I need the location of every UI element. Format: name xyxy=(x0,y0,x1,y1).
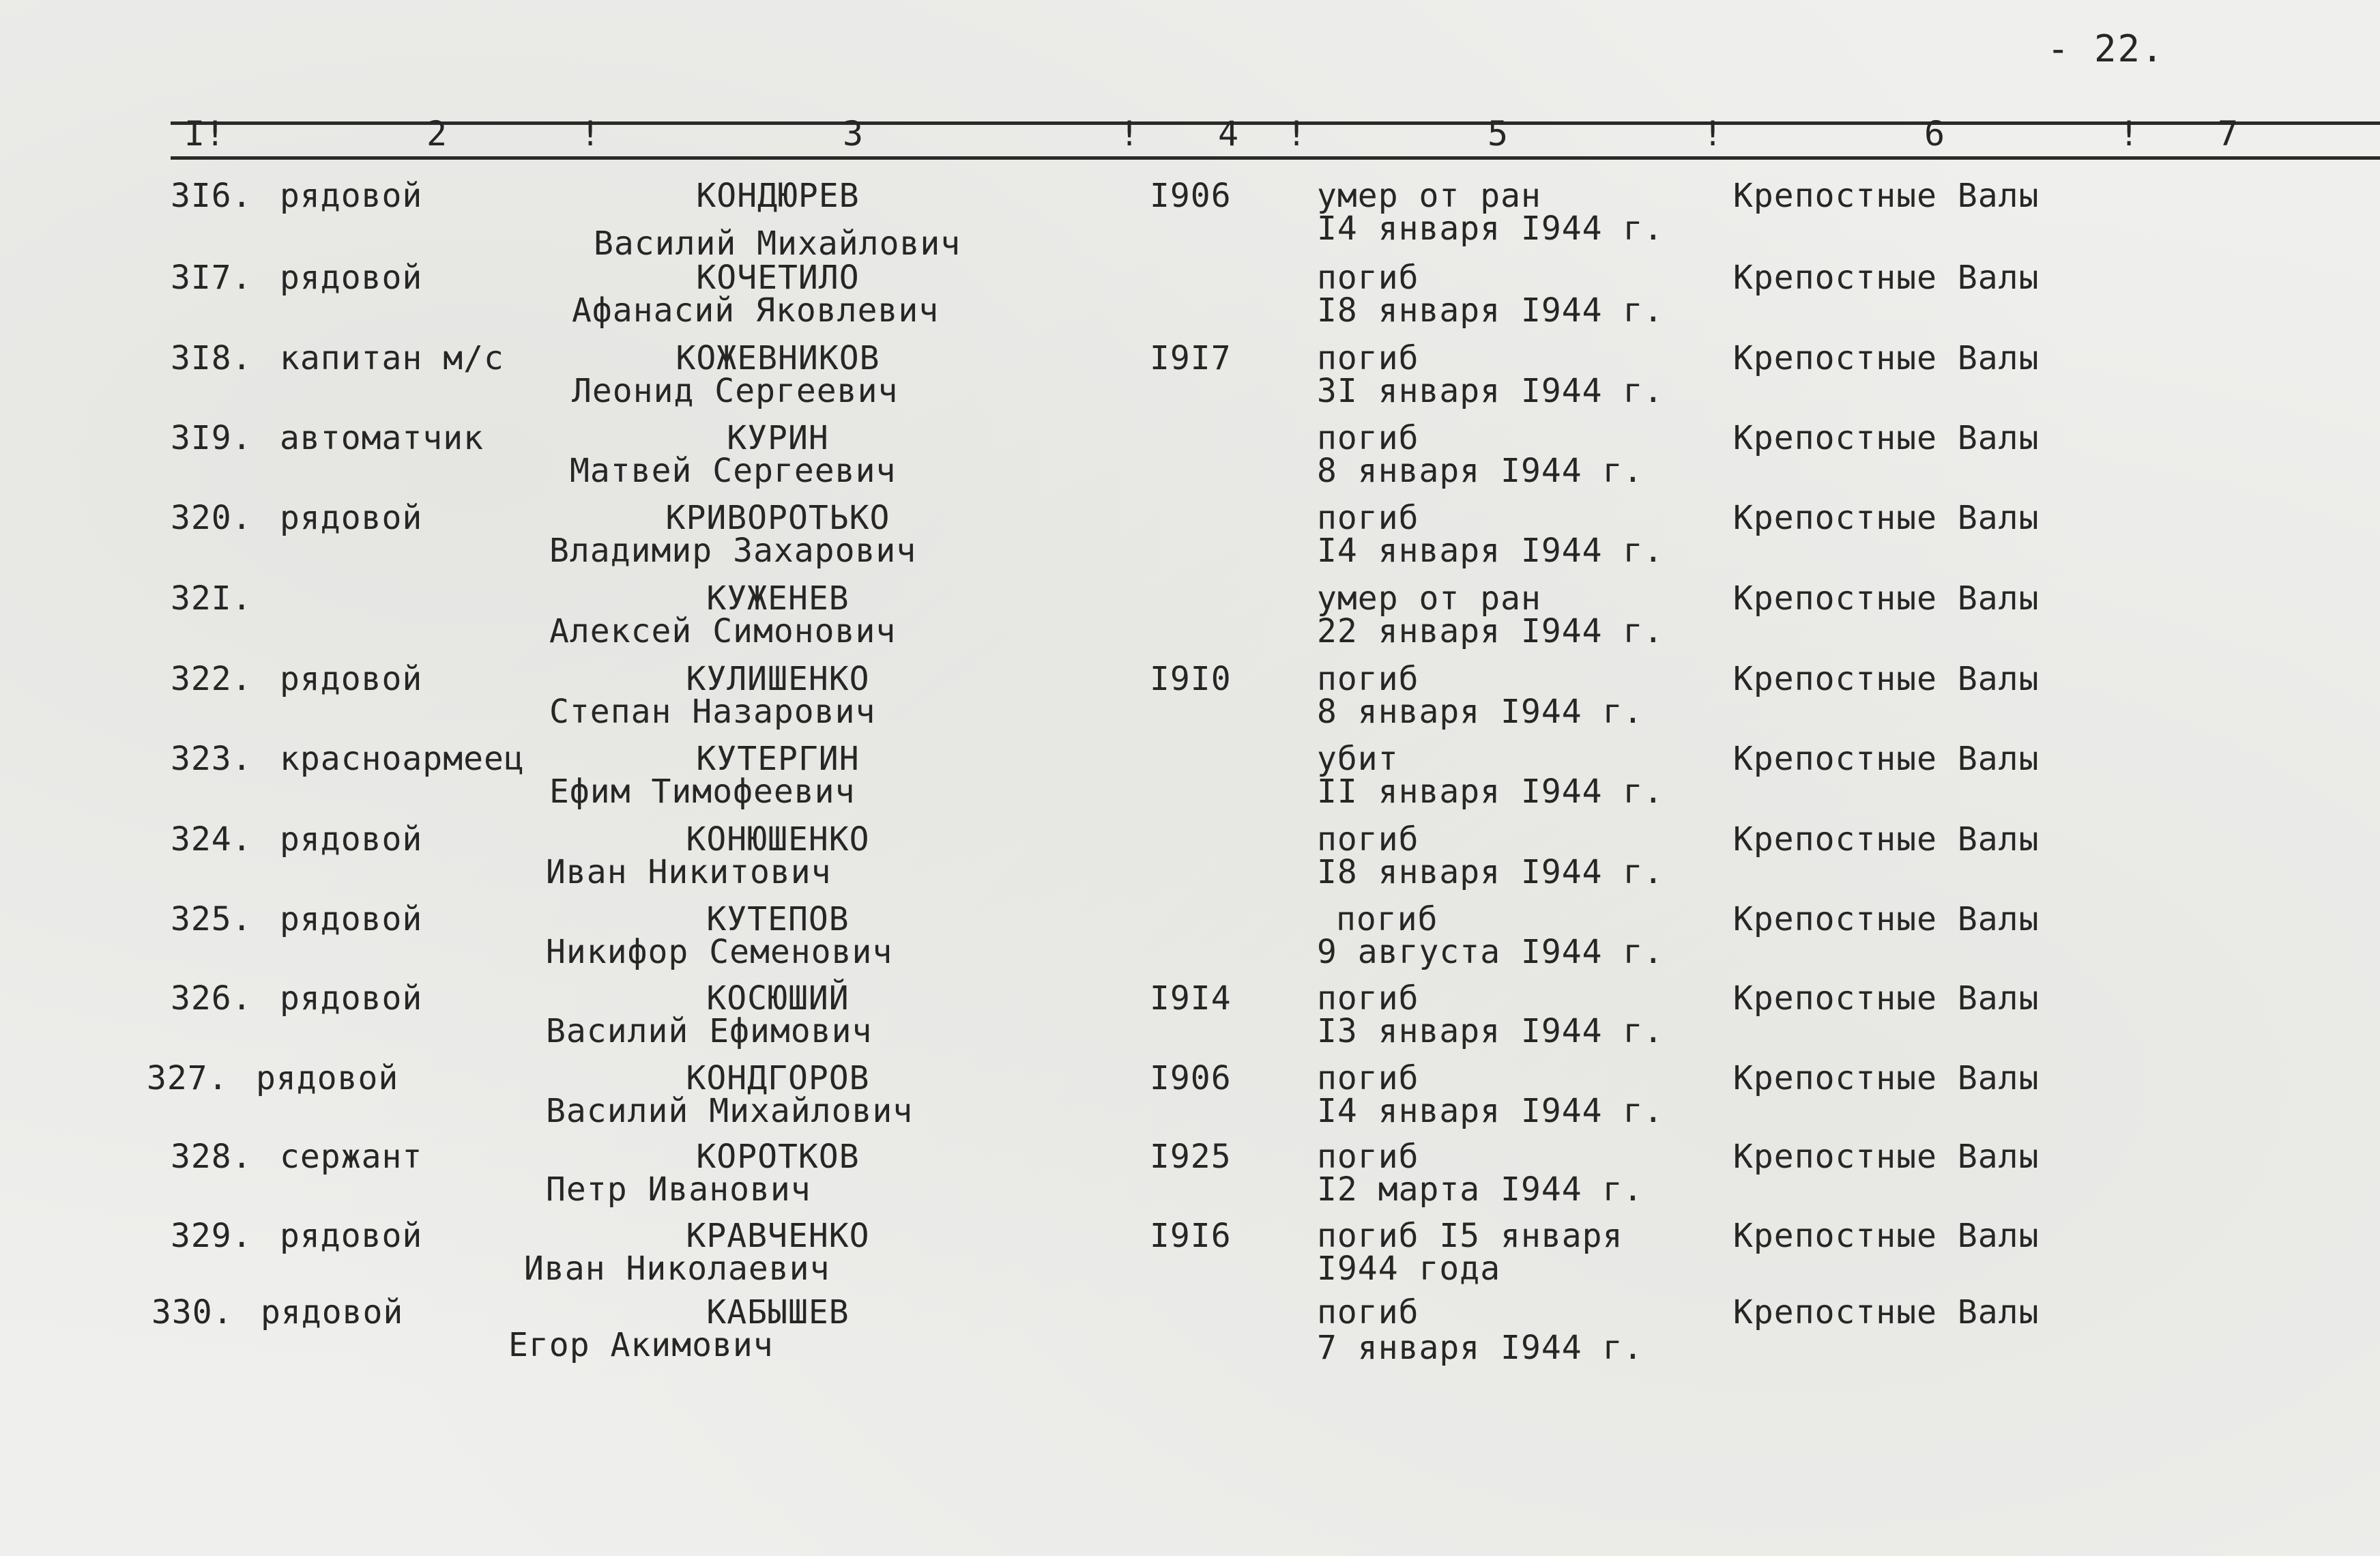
row-status-date: I8 января I944 г. xyxy=(1317,291,1664,330)
row-surname: КОНДГОРОВ xyxy=(686,1059,870,1097)
row-status-date: I2 марта I944 г. xyxy=(1317,1170,1644,1209)
table-row xyxy=(0,902,2380,983)
row-burial-place: Крепостные Валы xyxy=(1733,579,2040,618)
row-status: погиб xyxy=(1317,1059,1419,1097)
row-number: 3I7. xyxy=(171,259,252,297)
table-row xyxy=(0,1295,2380,1376)
row-status: умер от ран xyxy=(1317,177,1541,215)
row-status: погиб xyxy=(1317,499,1419,537)
row-status-date: 8 января I944 г. xyxy=(1317,693,1644,731)
row-birth-year: I9I0 xyxy=(1150,660,1232,698)
row-number: 325. xyxy=(171,900,252,938)
row-status-date: I4 января I944 г. xyxy=(1317,210,1664,248)
header-separator: ! xyxy=(1286,114,1307,154)
row-surname: КОЧЕТИЛО xyxy=(696,259,860,297)
row-surname: КУТЕПОВ xyxy=(706,900,850,938)
row-rank: рядовой xyxy=(280,900,423,938)
table-row xyxy=(0,662,2380,743)
header-col-3: 3 xyxy=(843,114,864,154)
row-given-name: Степан Назарович xyxy=(549,693,876,731)
row-surname: КРАВЧЕНКО xyxy=(686,1217,870,1255)
header-separator: ! xyxy=(2119,114,2140,154)
row-given-name: Алексей Симонович xyxy=(549,612,897,650)
row-status: погиб xyxy=(1317,1293,1419,1331)
row-number: 329. xyxy=(171,1217,252,1255)
row-status: погиб xyxy=(1317,660,1419,698)
header-col-7: 7 xyxy=(2218,114,2239,154)
row-status: погиб xyxy=(1317,419,1419,457)
header-col-2: 2 xyxy=(426,114,448,154)
row-number: 330. xyxy=(151,1293,233,1331)
row-given-name: Афанасий Яковлевич xyxy=(572,291,940,330)
row-number: 320. xyxy=(171,499,252,537)
row-rank: рядовой xyxy=(280,660,423,698)
row-surname: КОНДЮРЕВ xyxy=(696,177,860,215)
row-burial-place: Крепостные Валы xyxy=(1733,660,2040,698)
row-rank: рядовой xyxy=(256,1059,399,1097)
row-surname: КАБЫШЕВ xyxy=(706,1293,850,1331)
row-number: 328. xyxy=(171,1138,252,1176)
row-status: погиб xyxy=(1317,820,1419,859)
row-status: умер от ран xyxy=(1317,579,1541,618)
row-number: 3I6. xyxy=(171,177,252,215)
row-surname: КУТЕРГИН xyxy=(696,740,860,778)
row-rank: рядовой xyxy=(280,259,423,297)
row-birth-year: I9I7 xyxy=(1150,339,1232,377)
header-col-1: I! xyxy=(184,114,226,154)
row-given-name: Иван Николаевич xyxy=(524,1250,830,1288)
row-status-date: I4 января I944 г. xyxy=(1317,1092,1664,1130)
table-row xyxy=(0,581,2380,662)
table-row xyxy=(0,822,2380,903)
row-birth-year: I906 xyxy=(1150,1059,1232,1097)
row-rank: рядовой xyxy=(261,1293,404,1331)
header-rule-bottom xyxy=(171,156,2380,160)
header-col-4: 4 xyxy=(1218,114,1239,154)
row-status: погиб xyxy=(1336,900,1438,938)
row-given-name: Иван Никитович xyxy=(546,853,832,891)
row-burial-place: Крепостные Валы xyxy=(1733,979,2040,1018)
row-surname: КОНЮШЕНКО xyxy=(686,820,870,859)
row-rank: сержант xyxy=(280,1138,423,1176)
table-row xyxy=(0,501,2380,581)
row-given-name: Василий Михайлович xyxy=(546,1092,914,1130)
row-status-date: I944 года xyxy=(1317,1250,1501,1288)
row-surname: КОЖЕВНИКОВ xyxy=(676,339,880,377)
row-surname: КОСЮШИЙ xyxy=(706,979,850,1018)
row-number: 322. xyxy=(171,660,252,698)
row-rank: рядовой xyxy=(280,1217,423,1255)
row-status-date: 8 января I944 г. xyxy=(1317,452,1644,490)
row-rank: красноармеец xyxy=(280,740,525,778)
row-birth-year: I9I4 xyxy=(1150,979,1232,1018)
row-status-date: 3I января I944 г. xyxy=(1317,372,1664,410)
row-status-date: 22 января I944 г. xyxy=(1317,612,1664,650)
row-given-name: Матвей Сергеевич xyxy=(570,452,897,490)
table-row xyxy=(0,1140,2380,1220)
row-burial-place: Крепостные Валы xyxy=(1733,1217,2040,1255)
row-number: 3I9. xyxy=(171,419,252,457)
row-status: погиб xyxy=(1317,339,1419,377)
header-separator: ! xyxy=(1119,114,1140,154)
row-status-date: I8 января I944 г. xyxy=(1317,853,1664,891)
table-row xyxy=(0,261,2380,341)
row-burial-place: Крепостные Валы xyxy=(1733,1138,2040,1176)
header-col-6: 6 xyxy=(1924,114,1945,154)
row-number: 324. xyxy=(171,820,252,859)
row-rank: рядовой xyxy=(280,979,423,1018)
table-row xyxy=(0,742,2380,822)
row-status: убит xyxy=(1317,740,1399,778)
header-col-5: 5 xyxy=(1488,114,1509,154)
row-burial-place: Крепостные Валы xyxy=(1733,1293,2040,1331)
row-status: погиб xyxy=(1317,259,1419,297)
row-given-name: Владимир Захарович xyxy=(549,532,917,570)
row-number: 32I. xyxy=(171,579,252,618)
row-given-name: Леонид Сергеевич xyxy=(572,372,899,410)
row-given-name: Егор Акимович xyxy=(508,1326,774,1364)
row-status: погиб I5 января xyxy=(1317,1217,1623,1255)
table-row xyxy=(0,981,2380,1062)
row-number: 326. xyxy=(171,979,252,1018)
row-birth-year: I906 xyxy=(1150,177,1232,215)
row-burial-place: Крепостные Валы xyxy=(1733,820,2040,859)
row-rank: рядовой xyxy=(280,177,423,215)
row-status-date: 9 августа I944 г. xyxy=(1317,933,1664,971)
row-burial-place: Крепостные Валы xyxy=(1733,900,2040,938)
row-status: погиб xyxy=(1317,1138,1419,1176)
row-burial-place: Крепостные Валы xyxy=(1733,259,2040,297)
row-burial-place: Крепостные Валы xyxy=(1733,339,2040,377)
row-burial-place: Крепостные Валы xyxy=(1733,740,2040,778)
header-separator: ! xyxy=(580,114,601,154)
row-birth-year: I925 xyxy=(1150,1138,1232,1176)
row-surname: КРИВОРОТЬКО xyxy=(665,499,890,537)
table-row xyxy=(0,177,2380,263)
table-row xyxy=(0,421,2380,502)
row-given-name: Ефим Тимофеевич xyxy=(549,773,856,811)
row-burial-place: Крепостные Валы xyxy=(1733,419,2040,457)
row-status-date: 7 января I944 г. xyxy=(1317,1329,1644,1367)
row-status: погиб xyxy=(1317,979,1419,1018)
row-given-name: Василий Ефимович xyxy=(546,1012,873,1050)
row-burial-place: Крепостные Валы xyxy=(1733,177,2040,215)
row-rank: автоматчик xyxy=(280,419,484,457)
row-burial-place: Крепостные Валы xyxy=(1733,499,2040,537)
row-given-name: Никифор Семенович xyxy=(546,933,893,971)
row-rank: рядовой xyxy=(280,499,423,537)
table-row xyxy=(0,341,2380,422)
row-surname: КУЛИШЕНКО xyxy=(686,660,870,698)
table-row xyxy=(0,1219,2380,1299)
row-given-name: Василий Михайлович xyxy=(594,225,961,263)
row-number: 3I8. xyxy=(171,339,252,377)
row-status-date: I3 января I944 г. xyxy=(1317,1012,1664,1050)
row-rank: рядовой xyxy=(280,820,423,859)
row-rank: капитан м/с xyxy=(280,339,504,377)
row-surname: КОРОТКОВ xyxy=(696,1138,860,1176)
row-surname: КУЖЕНЕВ xyxy=(706,579,850,618)
table-row xyxy=(0,1061,2380,1142)
row-birth-year: I9I6 xyxy=(1150,1217,1232,1255)
row-burial-place: Крепостные Валы xyxy=(1733,1059,2040,1097)
row-surname: КУРИН xyxy=(727,419,829,457)
row-status-date: I4 января I944 г. xyxy=(1317,532,1664,570)
header-separator: ! xyxy=(1702,114,1724,154)
header-rule-top xyxy=(171,121,2380,125)
page-number: - 22. xyxy=(2047,27,2165,70)
row-number: 323. xyxy=(171,740,252,778)
row-given-name: Петр Иванович xyxy=(546,1170,811,1209)
row-number: 327. xyxy=(147,1059,229,1097)
row-status-date: II января I944 г. xyxy=(1317,773,1664,811)
